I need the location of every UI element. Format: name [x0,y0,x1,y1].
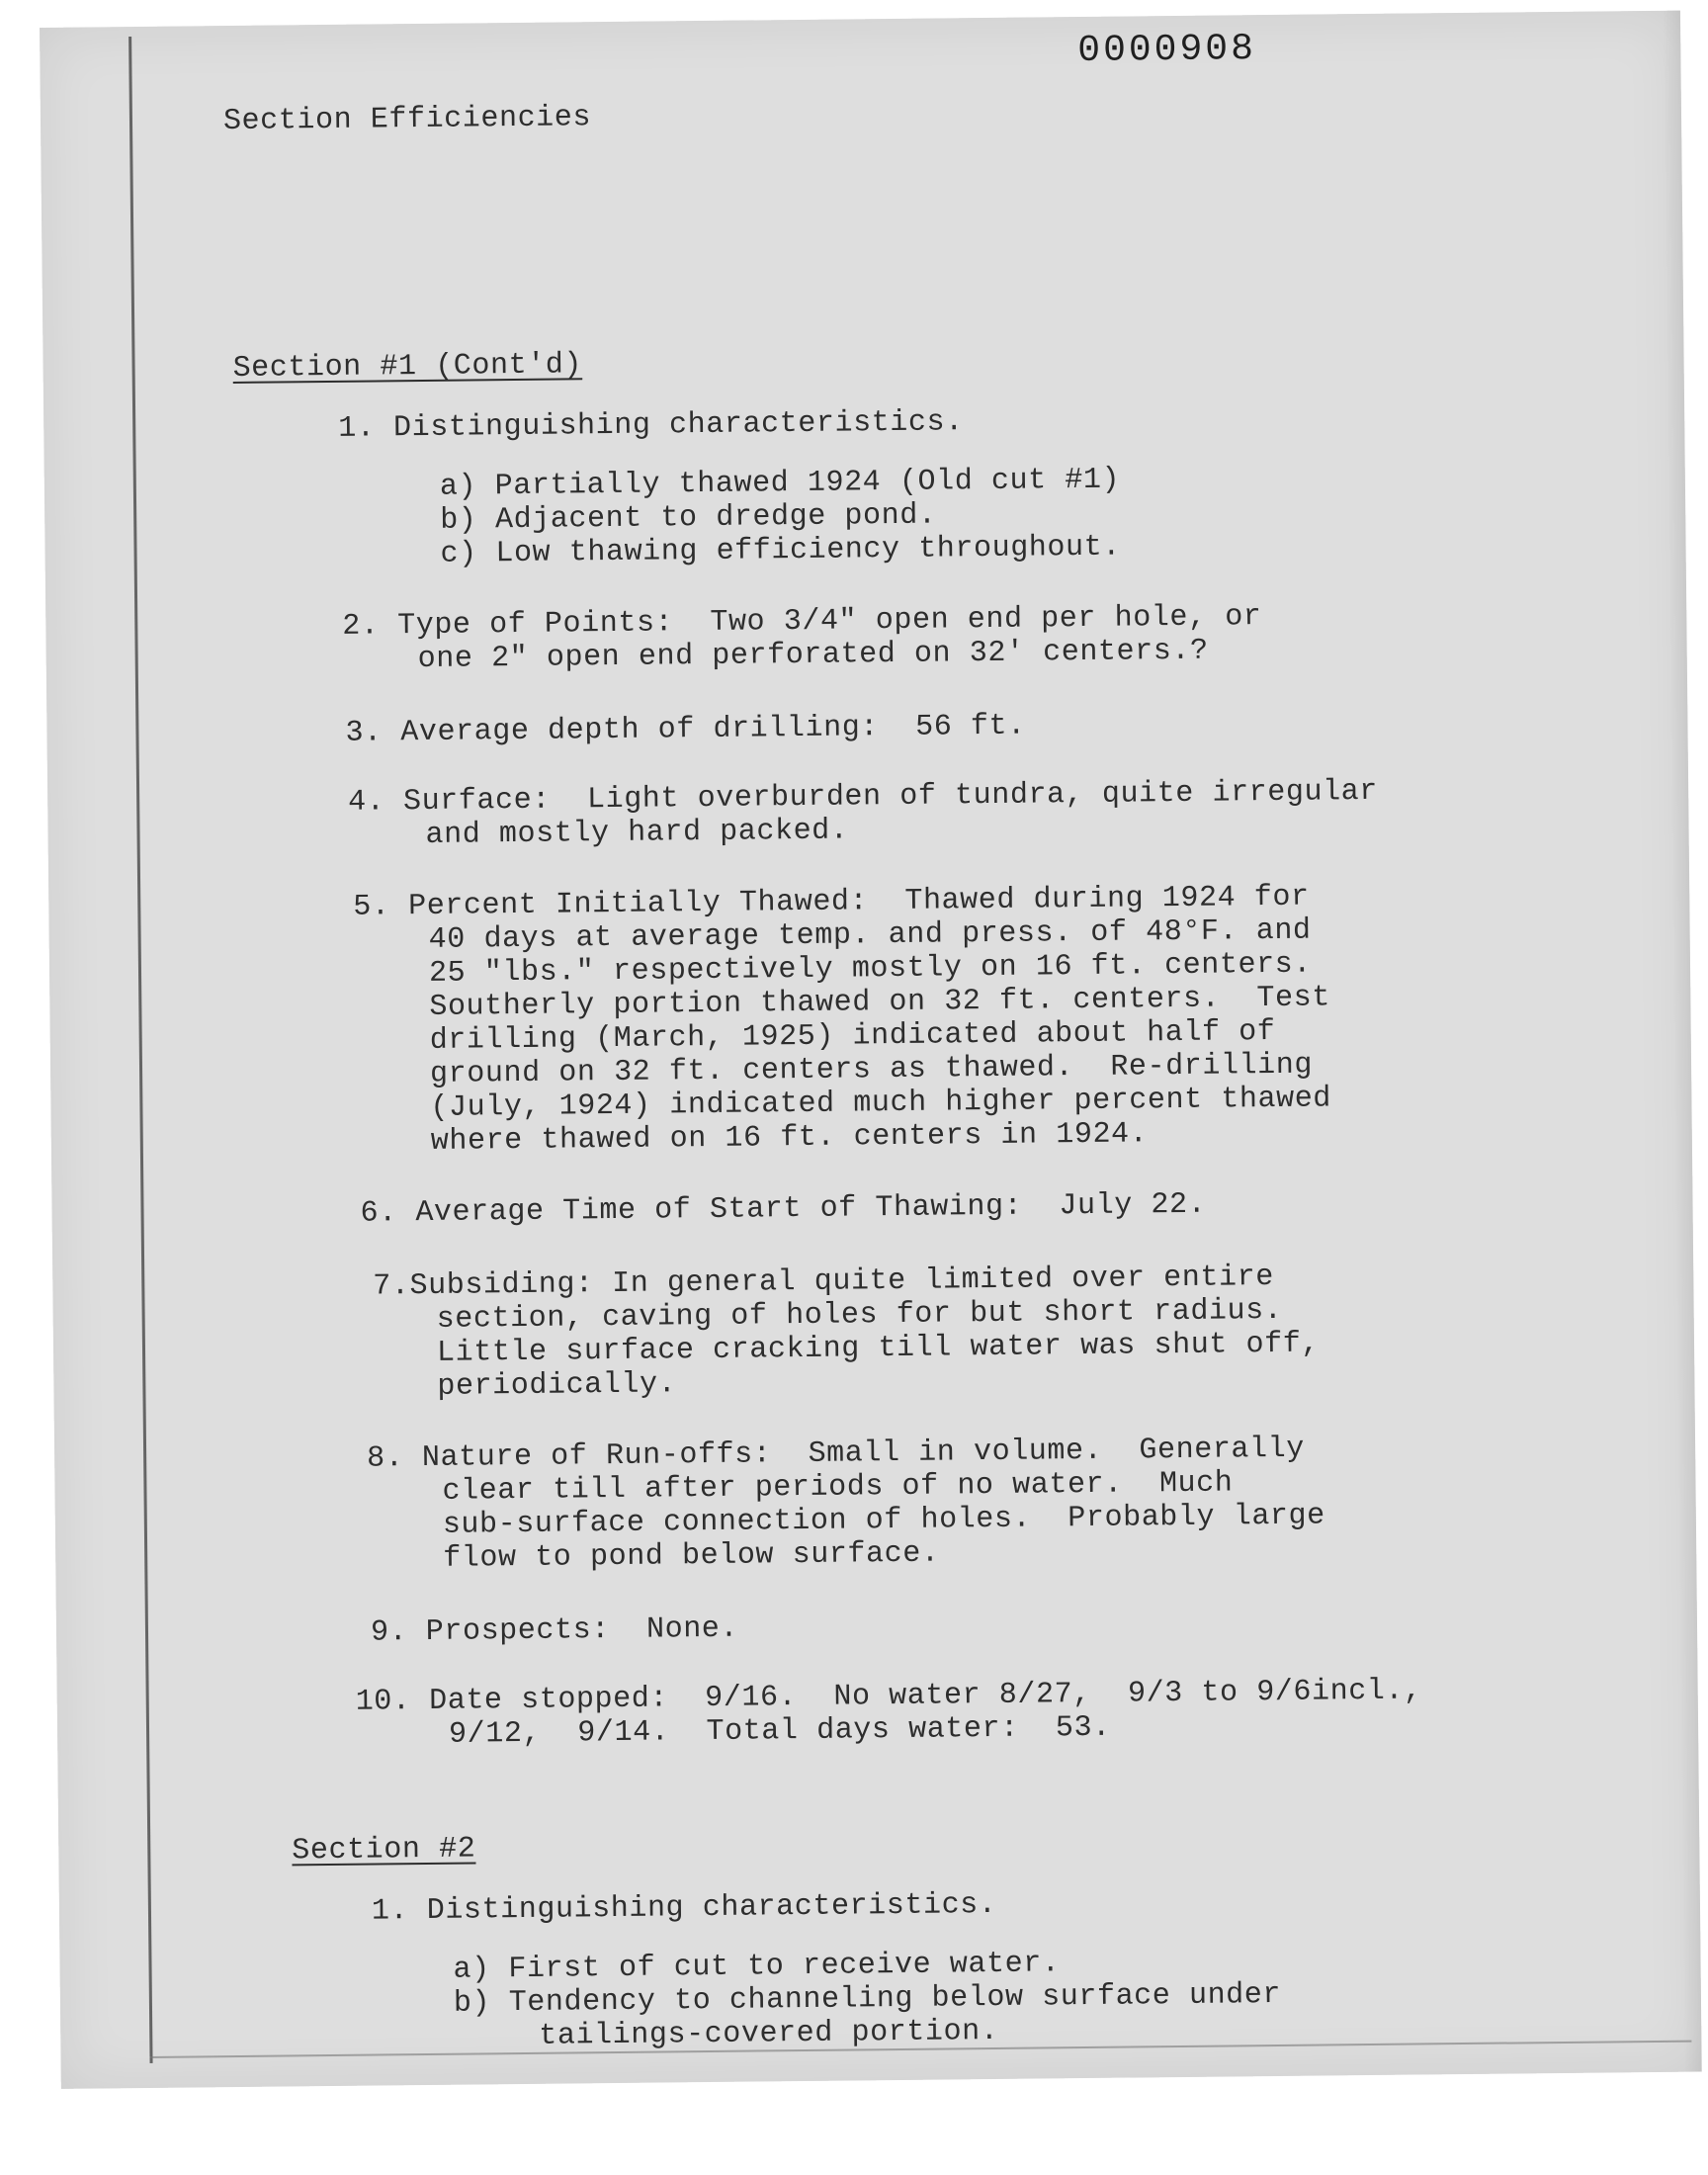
s1-item-5-line2: 40 days at average temp. and press. of 48°F. and [428,914,1312,957]
page-edge-shadow [1663,11,1702,2072]
document-number: 0000908 [1077,28,1257,73]
scanned-page [40,11,1702,2089]
s1-item-5-line5: drilling (March, 1925) indicated about half of [429,1014,1276,1058]
s1-item-10: 10. Date stopped: 9/16. No water 8/27, 9/3 to 9/6incl., [355,1674,1422,1719]
s1-item-1: 1. Distinguishing characteristics. [338,405,964,446]
s1-item-5-line6: ground on 32 ft. centers as thawed. Re-drilling [429,1048,1314,1091]
s1-item-6: 6. Average Time of Start of Thawing: July 22. [360,1187,1207,1231]
s1-item-5: 5. Percent Initially Thawed: Thawed during 1924 for [353,880,1310,924]
section-1-heading: Section #1 (Cont'd) [232,348,583,386]
s1-item-2-cont: one 2" open end perforated on 32' centers.? [417,634,1209,677]
section-2-heading: Section #2 [292,1832,476,1869]
s1-item-7-line4: periodically. [437,1367,677,1404]
s1-item-4: 4. Surface: Light overburden of tundra, quite irregular [348,774,1379,820]
s1-item-3: 3. Average depth of drilling: 56 ft. [345,709,1026,750]
s1-item-8-line2: clear till after periods of no water. Much [442,1466,1234,1509]
s1-item-4-cont: and mostly hard packed. [425,814,849,852]
s2-item-1a: a) First of cut to receive water. [453,1947,1061,1987]
s1-item-5-line7: (July, 1924) indicated much higher percent thawed [430,1082,1332,1125]
s1-item-10-cont: 9/12, 9/14. Total days water: 53. [448,1710,1111,1752]
s1-item-2: 2. Type of Points: Two 3/4" open end per hole, or [342,600,1262,644]
s1-item-1c: c) Low thawing efficiency throughout. [440,530,1122,571]
s1-item-5-line4: Southerly portion thawed on 32 ft. centers. Test [429,981,1331,1024]
s1-item-8-line3: sub-surface connection of holes. Probably large [442,1499,1325,1542]
page-title: Section Efficiencies [222,101,592,139]
s1-item-7-line2: section, caving of holes for but short radius. [436,1293,1283,1337]
s1-item-5-line3: 25 "lbs." respectively mostly on 16 ft. centers. [428,947,1313,991]
s2-item-1b-cont: tailings-covered portion. [539,2014,999,2053]
left-margin-line [128,37,152,2063]
s1-item-9: 9. Prospects: None. [370,1611,739,1650]
s2-item-1b: b) Tendency to channeling below surface under [453,1977,1282,2021]
s1-item-1a: a) Partially thawed 1924 (Old cut #1) [439,463,1121,504]
s1-item-5-line8: where thawed on 16 ft. centers in 1924. [430,1117,1149,1159]
s1-item-8: 8. Nature of Run-offs: Small in volume. Generally [366,1432,1306,1476]
s1-item-7: 7.Subsiding: In general quite limited over entire [373,1260,1275,1304]
s2-item-1: 1. Distinguishing characteristics. [371,1887,997,1929]
s1-item-1b: b) Adjacent to dredge pond. [440,498,937,538]
s1-item-8-line4: flow to pond below surface. [443,1536,940,1576]
s1-item-7-line3: Little surface cracking till water was shut off, [436,1327,1321,1370]
